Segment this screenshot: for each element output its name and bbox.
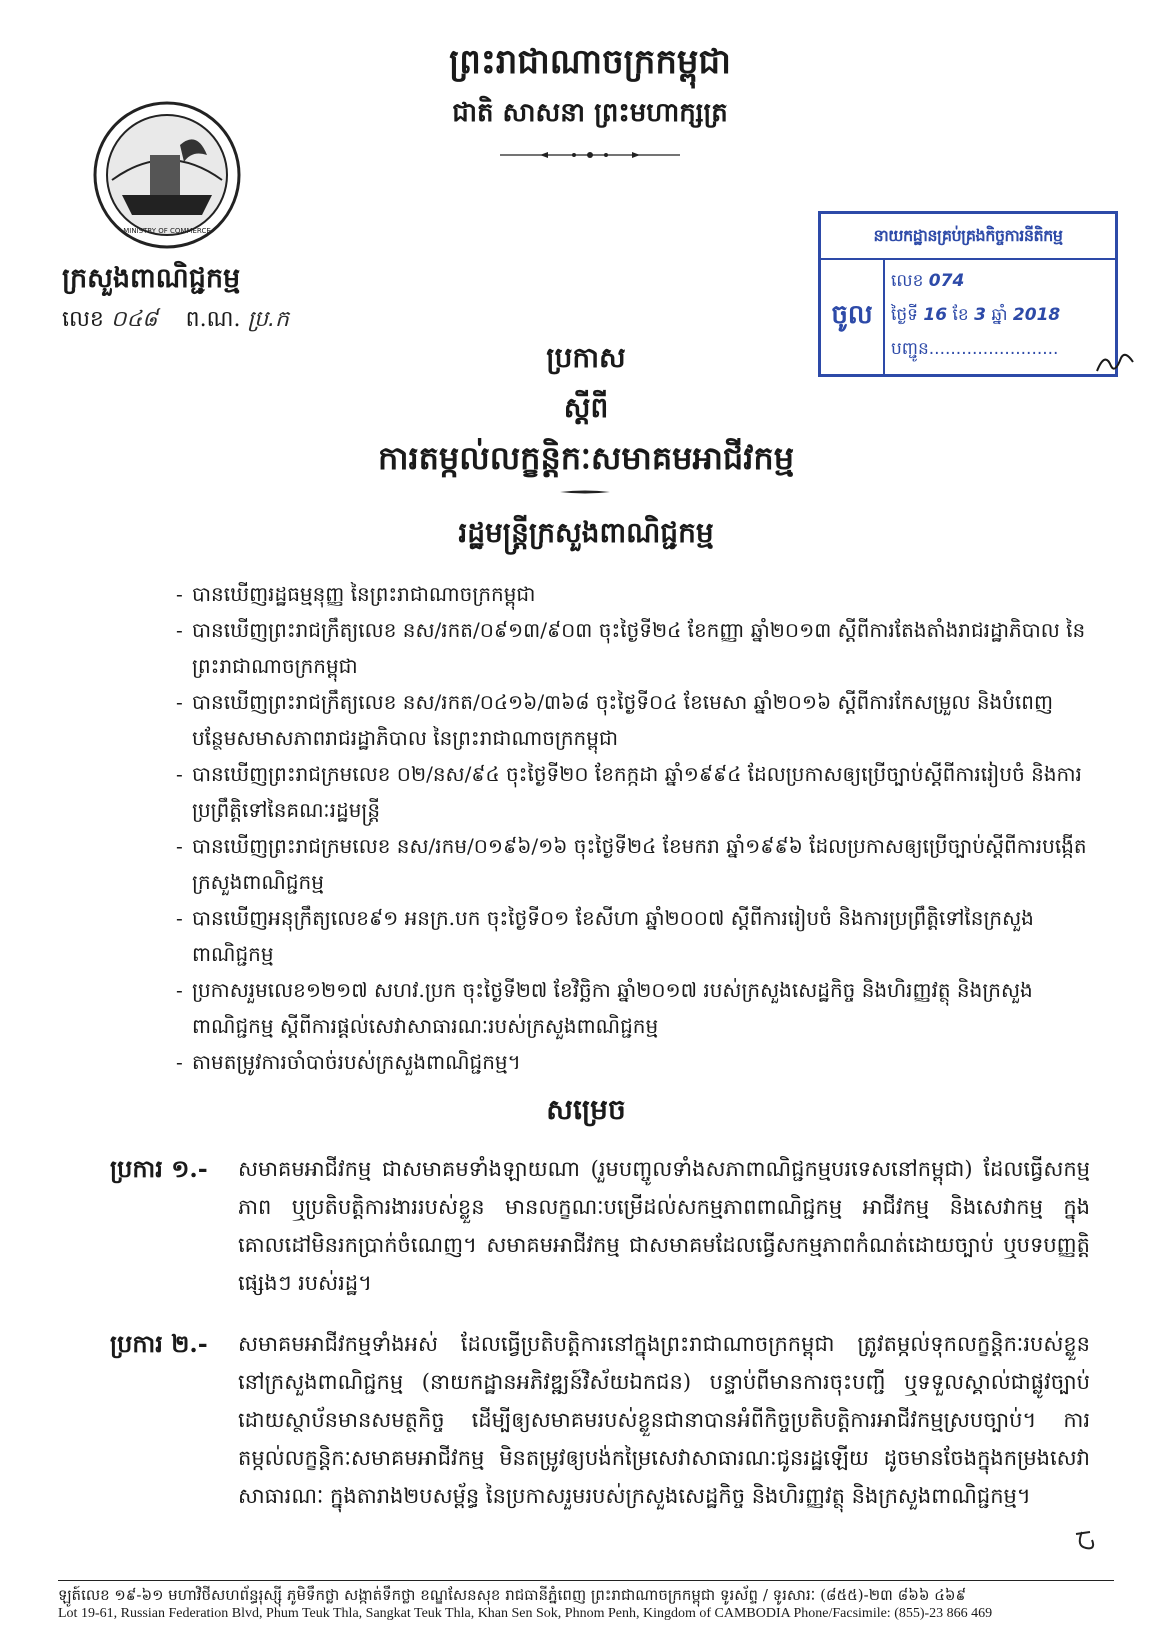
kingdom-heading: ព្រះរាជាណាចក្រកម្ពុជា bbox=[449, 42, 731, 82]
visas-list bbox=[176, 576, 1096, 1080]
title-proclamation: ប្រកាស bbox=[546, 341, 626, 374]
stamp-day: 16 bbox=[923, 305, 948, 325]
list-item: - ប្រកាសរួមលេខ១២១៧ សហវ.ប្រក ចុះថ្ងៃទី២៧ ខែវិច្ឆិកា ឆ្នាំ២០១៧ របស់ក្រសួងសេដ្ឋកិច្ច និងហិរញ្ញវត្ថុ និងក្រសួងពាណិជ្ជកម្ម ស្តីពីការផ្តល់សេវាសាធារណៈរបស់ក្រសួងពាណិជ្ជកម្ម bbox=[176, 972, 1096, 1044]
article-2-label: ប្រការ ២.- bbox=[110, 1329, 208, 1358]
list-item: - បានឃើញរដ្ឋធម្មនុញ្ញ នៃព្រះរាជាណាចក្រកម្ពុជា bbox=[176, 576, 1096, 612]
footer-address-english: Lot 19-61, Russian Federation Blvd, Phum Teuk Thla, Sangkat Teuk Thla, Khan Sen Sok, Phnom Penh, Kingdom of CAMBODIA Phone/Facsimile: (855)-23 866 469 bbox=[58, 1606, 993, 1621]
stamp-year: 2018 bbox=[1012, 305, 1061, 325]
stamp-month-label: ខែ bbox=[952, 305, 969, 325]
stamp-year-label: ឆ្នាំ bbox=[991, 305, 1008, 325]
stamp-number-label: លេខ bbox=[891, 271, 924, 291]
page-initial-mark bbox=[1072, 1526, 1102, 1556]
footer-divider bbox=[58, 1580, 1114, 1581]
minister-heading: រដ្ឋមន្ត្រីក្រសួងពាណិជ្ជកម្ម bbox=[458, 516, 714, 549]
stamp-number-value: 074 bbox=[928, 271, 965, 291]
motto-heading: ជាតិ សាសនា ព្រះមហាក្សត្រ bbox=[452, 98, 728, 128]
ministry-name: ក្រសួងពាណិជ្ជកម្ម bbox=[62, 263, 241, 294]
title-on: ស្តីពី bbox=[563, 391, 609, 424]
article-2-text: សមាគមអាជីវកម្មទាំងអស់ ដែលធ្វើប្រតិបត្តិការនៅក្នុងព្រះរាជាណាចក្រកម្ពុជា ត្រូវតម្កល់ទុកលក្ខន្តិកៈរបស់ខ្លួន នៅក្រសួងពាណិជ្ជកម្ម (នាយកដ្ឋានអភិវឌ្ឍន៍វិស័យឯកជន) បន្ទាប់ពីមានការចុះបញ្ជី ឬទទួលស្គាល់ជាផ្លូវច្បាប់ដោយស្ថាប័នមានសមត្ថកិច្ច ដើម្បីឲ្យសមាគមរបស់ខ្លួនជានាបានអំពីកិច្ចប្រតិបត្តិការអាជីវកម្មស្របច្បាប់។ ការតម្កល់លក្ខន្តិកៈសមាគមអាជីវកម្ម មិនតម្រូវឲ្យបង់កម្រៃសេវាសាធារណៈជូនរដ្ឋឡើយ ដូចមានចែងក្នុងកម្រងសេវាសាធារណៈ ក្នុងតារាង២បសម្ព័ន្ធ នៃប្រកាសរួមរបស់ក្រសួងសេដ្ឋកិច្ច និងហិរញ្ញវត្ថុ និងក្រសួងពាណិជ្ជកម្ម។ bbox=[238, 1332, 1090, 1508]
ref-suffix-label: ព.ណ. bbox=[185, 307, 241, 332]
ornament-divider bbox=[500, 150, 680, 160]
title-divider bbox=[560, 489, 610, 495]
stamp-month: 3 bbox=[974, 305, 986, 325]
stamp-number-row bbox=[891, 264, 1109, 298]
footer-address-khmer: ឡូត៍លេខ ១៩-៦១ មហាវិថីសហព័ន្ធរុស្ស៊ី ភូមិទឹកថ្លា សង្កាត់ទឹកថ្លា ខណ្ឌសែនសុខ រាជធានីភ្នំពេញ ព្រះរាជាណាចក្រកម្ពុជា ទូរស័ព្ទ / ទូរសារៈ (៨៥៥)-២៣ ៨៦៦ ៤៦៩ bbox=[58, 1586, 967, 1604]
article-1 bbox=[110, 1150, 1090, 1302]
ref-number: ០៤៨ bbox=[110, 307, 158, 332]
stamp-date-label: ថ្ងៃទី bbox=[891, 305, 918, 325]
decision-heading: សម្រេច bbox=[546, 1093, 626, 1126]
article-1-text: សមាគមអាជីវកម្ម ជាសមាគមទាំងឡាយណា (រួមបញ្ចូលទាំងសភាពាណិជ្ជកម្មបរទេសនៅកម្ពុជា) ដែលធ្វើសកម្មភាព ឬប្រតិបត្តិការងាររបស់ខ្លួន មានលក្ខណៈបម្រើដល់សកម្មភាពពាណិជ្ជកម្ម អាជីវកម្ម និងសេវាកម្ម ក្នុងគោលដៅមិនរកប្រាក់ចំណេញ។ សមាគមអាជីវកម្ម ជាសមាគមដែលធ្វើសកម្មភាពកំណត់ដោយច្បាប់ ឬបទបញ្ញត្តិផ្សេងៗ របស់រដ្ឋ។ bbox=[238, 1157, 1090, 1295]
list-item: - បានឃើញព្រះរាជក្រឹត្យលេខ នស/រកត/០៤១៦/៣៦៨ ចុះថ្ងៃទី០៤ ខែមេសា ឆ្នាំ២០១៦ ស្តីពីការកែសម្រួល និងបំពេញបន្ថែមសមាសភាពរាជរដ្ឋាភិបាល នៃព្រះរាជាណាចក្រកម្ពុជា bbox=[176, 684, 1096, 756]
list-item: - បានឃើញព្រះរាជក្រមលេខ ០២/នស/៩៤ ចុះថ្ងៃទី២០ ខែកក្កដា ឆ្នាំ១៩៩៤ ដែលប្រកាសឲ្យប្រើច្បាប់ស្តីពីការរៀបចំ និងការប្រព្រឹត្តិទៅនៃគណៈរដ្ឋមន្ត្រី bbox=[176, 756, 1096, 828]
title-subject: ការតម្កល់លក្ខន្តិកៈសមាគមអាជីវកម្ម bbox=[377, 439, 794, 477]
seal-caption: MINISTRY OF COMMERCE bbox=[123, 227, 211, 235]
stamp-title: នាយកដ្ឋានគ្រប់គ្រងកិច្ចការនីតិកម្ម bbox=[821, 214, 1115, 260]
reference-line bbox=[62, 305, 289, 337]
ministry-seal-logo bbox=[92, 100, 242, 250]
ref-suffix: ប្រ.ក bbox=[247, 307, 289, 332]
stamp-received-label: ចូល bbox=[821, 260, 885, 374]
list-item: - បានឃើញព្រះរាជក្រមលេខ នស/រកម/០១៩៦/១៦ ចុះថ្ងៃទី២៤ ខែមករា ឆ្នាំ១៩៩៦ ដែលប្រកាសឲ្យប្រើច្បាប់ស្តីពីការបង្កើតក្រសួងពាណិជ្ជកម្ម bbox=[176, 828, 1096, 900]
ref-label: លេខ bbox=[62, 307, 104, 332]
list-item: - តាមតម្រូវការចាំបាច់របស់ក្រសួងពាណិជ្ជកម្ម។ bbox=[176, 1044, 1096, 1080]
list-item: - បានឃើញអនុក្រឹត្យលេខ៩១ អនក្រ.បក ចុះថ្ងៃទី០១ ខែសីហា ឆ្នាំ២០០៧ ស្តីពីការរៀបចំ និងការប្រព្រឹត្តិទៅនៃក្រសួងពាណិជ្ជកម្ម bbox=[176, 900, 1096, 972]
article-2 bbox=[110, 1325, 1090, 1515]
stamp-sender-row: បញ្ជូន........................ bbox=[891, 339, 1059, 359]
article-1-label: ប្រការ ១.- bbox=[110, 1154, 208, 1183]
list-item: - បានឃើញព្រះរាជក្រឹត្យលេខ នស/រកត/០៩១៣/៩០៣ ចុះថ្ងៃទី២៤ ខែកញ្ញា ឆ្នាំ២០១៣ ស្តីពីការតែងតាំងរាជរដ្ឋាភិបាល នៃព្រះរាជាណាចក្រកម្ពុជា bbox=[176, 612, 1096, 684]
stamp-date-row bbox=[891, 298, 1109, 332]
